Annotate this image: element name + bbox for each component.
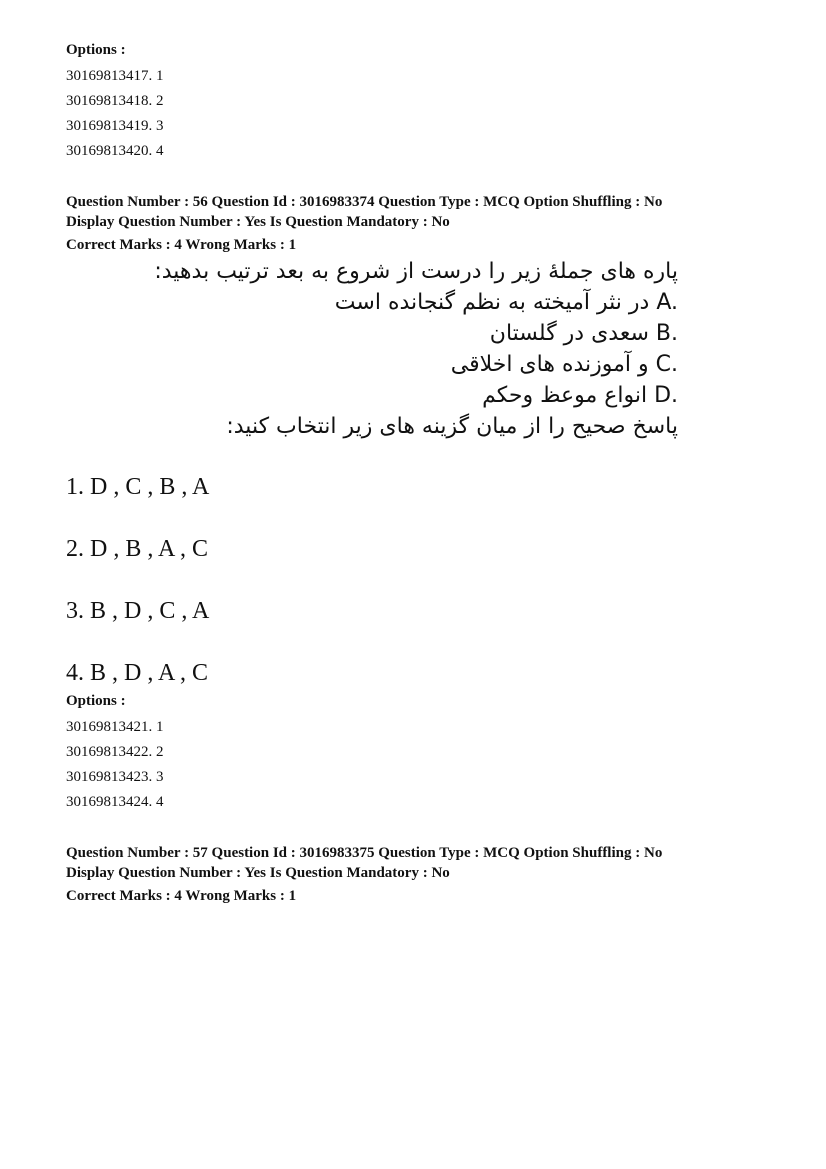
- option-id: 30169813418. 2: [66, 93, 164, 109]
- option-id: 30169813421. 1: [66, 719, 164, 735]
- answer-choice-3: 3. B , D , C , A: [66, 598, 210, 624]
- question-meta-line: Display Question Number : Yes Is Question Mandatory : No: [66, 865, 450, 881]
- option-id: 30169813417. 1: [66, 68, 164, 84]
- part-text: در نثر آمیخته به نظم گنجانده است: [334, 290, 650, 315]
- part-tag: D.: [654, 383, 678, 408]
- part-text: سعدی در گلستان: [489, 321, 649, 346]
- question-57-meta: [66, 843, 662, 906]
- sentence-part-c: [154, 349, 678, 380]
- correct-marks-line: Correct Marks : 4 Wrong Marks : 1: [66, 888, 297, 904]
- correct-marks-line: Correct Marks : 4 Wrong Marks : 1: [66, 237, 297, 253]
- part-tag: B.: [655, 321, 678, 346]
- sentence-part-b: [154, 318, 678, 349]
- part-tag: C.: [655, 352, 678, 377]
- options-label: Options :: [66, 42, 126, 58]
- options-block-q56: [66, 691, 164, 815]
- question-prompt: پاره های جملهٔ زیر را درست از شروع به بعد ترتیب بدهید:: [154, 259, 678, 284]
- option-id: 30169813419. 3: [66, 118, 164, 134]
- part-tag: A.: [656, 290, 678, 315]
- part-text: انواع موعظ وحکم: [482, 383, 648, 408]
- option-id: 30169813424. 4: [66, 794, 164, 810]
- option-id: 30169813422. 2: [66, 744, 164, 760]
- answer-choice-1: 1. D , C , B , A: [66, 474, 210, 500]
- question-meta-line: Display Question Number : Yes Is Question Mandatory : No: [66, 214, 450, 230]
- option-id: 30169813423. 3: [66, 769, 164, 785]
- question-56-body: [154, 256, 678, 442]
- question-instruction: پاسخ صحیح را از میان گزینه های زیر انتخاب کنید:: [226, 414, 678, 439]
- sentence-part-d: [154, 380, 678, 411]
- part-text: و آموزنده های اخلاقی: [450, 352, 649, 377]
- option-id: 30169813420. 4: [66, 143, 164, 159]
- question-meta-line: Question Number : 56 Question Id : 3016983374 Question Type : MCQ Option Shuffling : No: [66, 194, 663, 210]
- answer-choice-2: 2. D , B , A , C: [66, 536, 209, 562]
- options-label: Options :: [66, 693, 126, 709]
- answer-choice-4: 4. B , D , A , C: [66, 660, 209, 686]
- question-meta-line: Question Number : 57 Question Id : 3016983375 Question Type : MCQ Option Shuffling : No: [66, 845, 663, 861]
- question-56-meta: [66, 192, 662, 255]
- options-block-prev: [66, 40, 164, 164]
- sentence-part-a: [154, 287, 678, 318]
